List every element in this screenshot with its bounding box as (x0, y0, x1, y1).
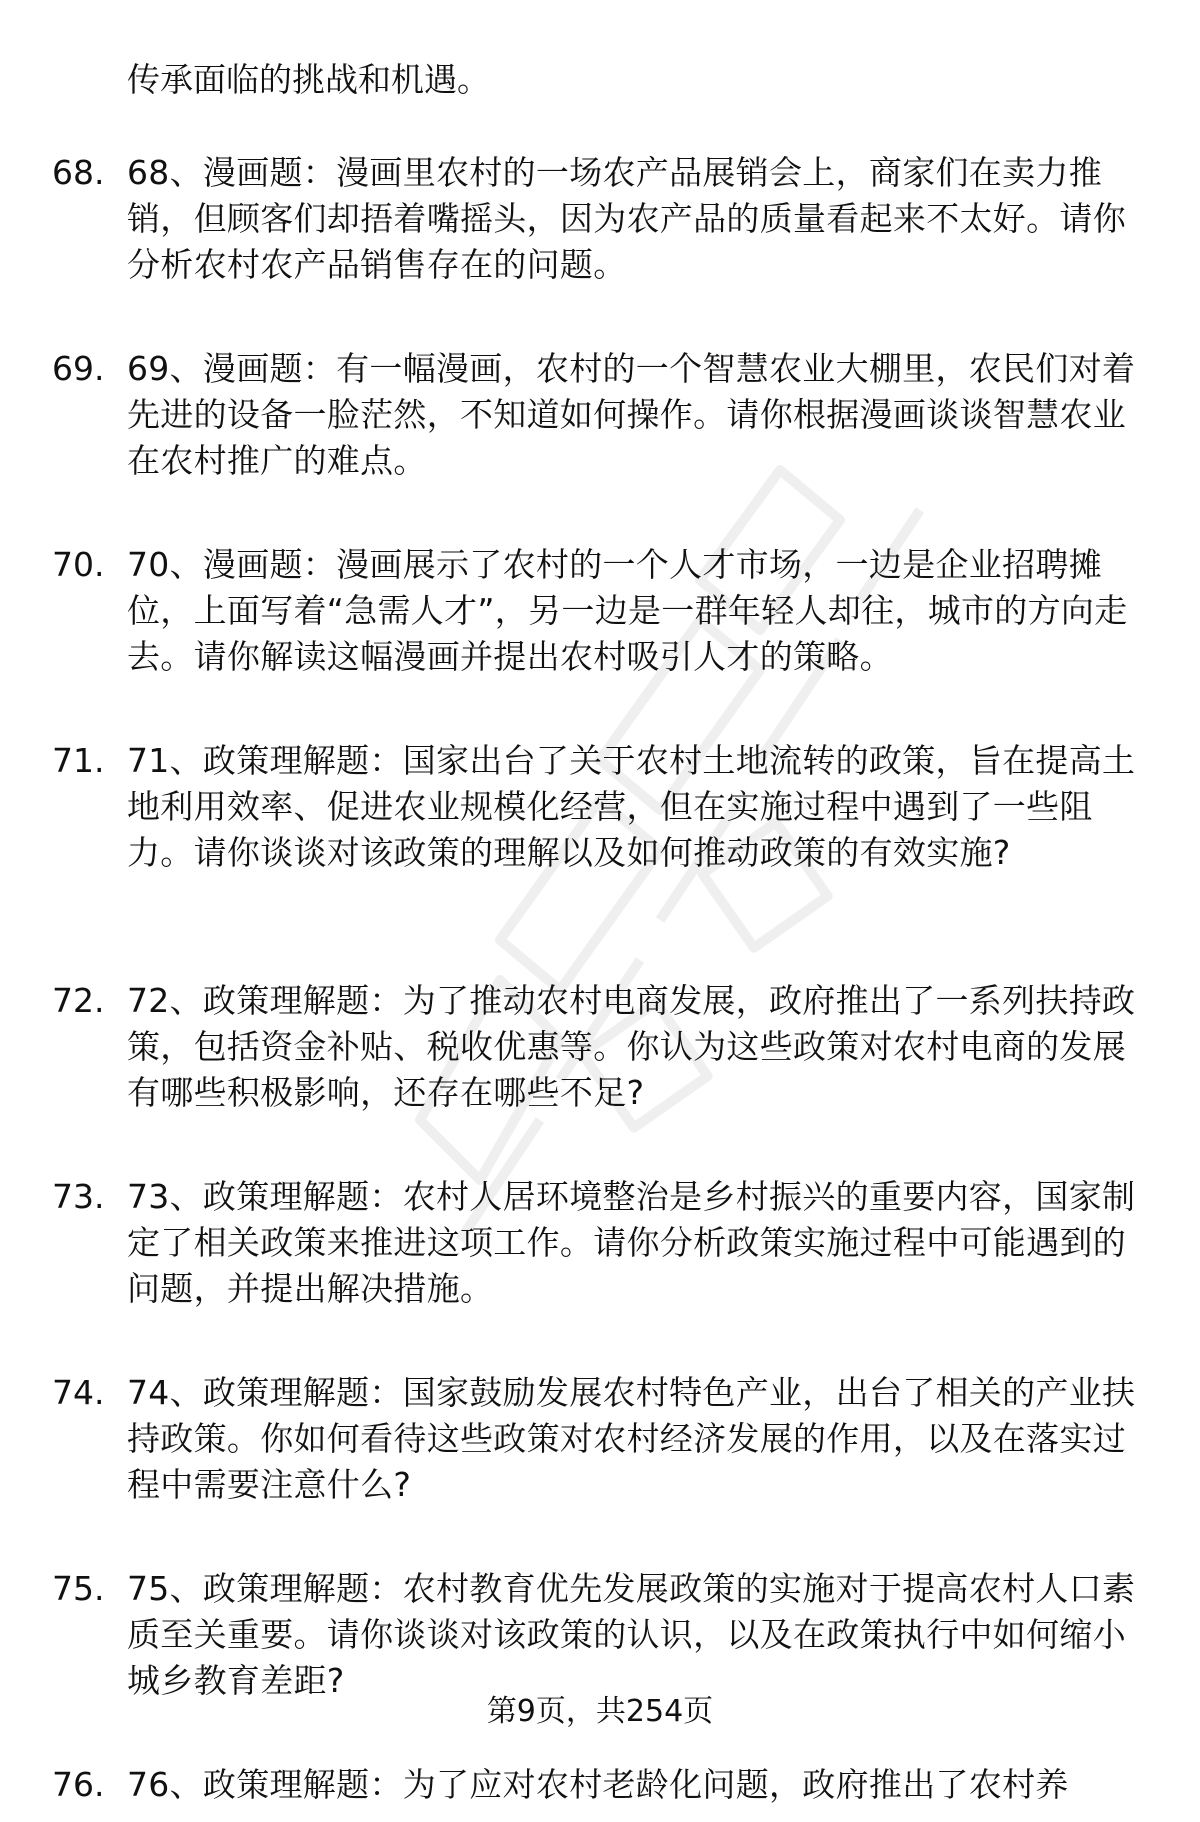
item-text: 74、政策理解题：国家鼓励发展农村特色产业，出台了相关的产业扶持政策。你如何看待这些政策对农村经济发展的作用，以及在落实过程中需要注意什么? (127, 1373, 1136, 1504)
item-text: 75、政策理解题：农村教育优先发展政策的实施对于提高农村人口素质至关重要。请你谈谈对该政策的认识，以及在政策执行中如何缩小城乡教育差距? (127, 1569, 1136, 1700)
item-number: 76. (52, 1765, 105, 1804)
list-item (0, 1370, 1200, 1566)
list-item (0, 978, 1200, 1174)
list-item (0, 542, 1200, 738)
item-number: 71. (52, 741, 105, 780)
item-number: 75. (52, 1569, 105, 1608)
item-text: 69、漫画题：有一幅漫画，农村的一个智慧农业大棚里，农民们对着先进的设备一脸茫然，不知道如何操作。请你根据漫画谈谈智慧农业在农村推广的难点。 (127, 349, 1136, 480)
list-item (0, 150, 1200, 346)
item-text: 70、漫画题：漫画展示了农村的一个人才市场，一边是企业招聘摊位，上面写着“急需人才”，另一边是一群年轻人却往，城市的方向走去。请你解读这幅漫画并提出农村吸引人才的策略。 (127, 545, 1128, 676)
question-list (0, 150, 1200, 1822)
item-text: 68、漫画题：漫画里农村的一场农产品展销会上，商家们在卖力推销，但顾客们却捂着嘴摇头，因为农产品的质量看起来不太好。请你分析农村农产品销售存在的问题。 (127, 153, 1126, 284)
list-item (0, 1762, 1200, 1822)
item-number: 74. (52, 1373, 105, 1412)
item-number: 73. (52, 1177, 105, 1216)
item-number: 68. (52, 153, 105, 192)
list-item (0, 738, 1200, 978)
item-number: 72. (52, 981, 105, 1020)
item-text: 72、政策理解题：为了推动农村电商发展，政府推出了一系列扶持政策，包括资金补贴、税收优惠等。你认为这些政策对农村电商的发展有哪些积极影响，还存在哪些不足? (127, 981, 1136, 1112)
list-item (0, 1174, 1200, 1370)
item-number: 69. (52, 349, 105, 388)
list-item (0, 346, 1200, 542)
item-text: 73、政策理解题：农村人居环境整治是乡村振兴的重要内容，国家制定了相关政策来推进这项工作。请你分析政策实施过程中可能遇到的问题，并提出解决措施。 (127, 1177, 1136, 1308)
page-footer: 第9页，共254页 (486, 1694, 714, 1729)
continuation-text: 传承面临的挑战和机遇。 (127, 60, 490, 99)
list-item (0, 1566, 1200, 1762)
item-text: 71、政策理解题：国家出台了关于农村土地流转的政策，旨在提高土地利用效率、促进农业规模化经营，但在实施过程中遇到了一些阻力。请你谈谈对该政策的理解以及如何推动政策的有效实施? (127, 741, 1136, 872)
item-text: 76、政策理解题：为了应对农村老龄化问题，政府推出了农村养 (127, 1765, 1069, 1804)
item-number: 70. (52, 545, 105, 584)
